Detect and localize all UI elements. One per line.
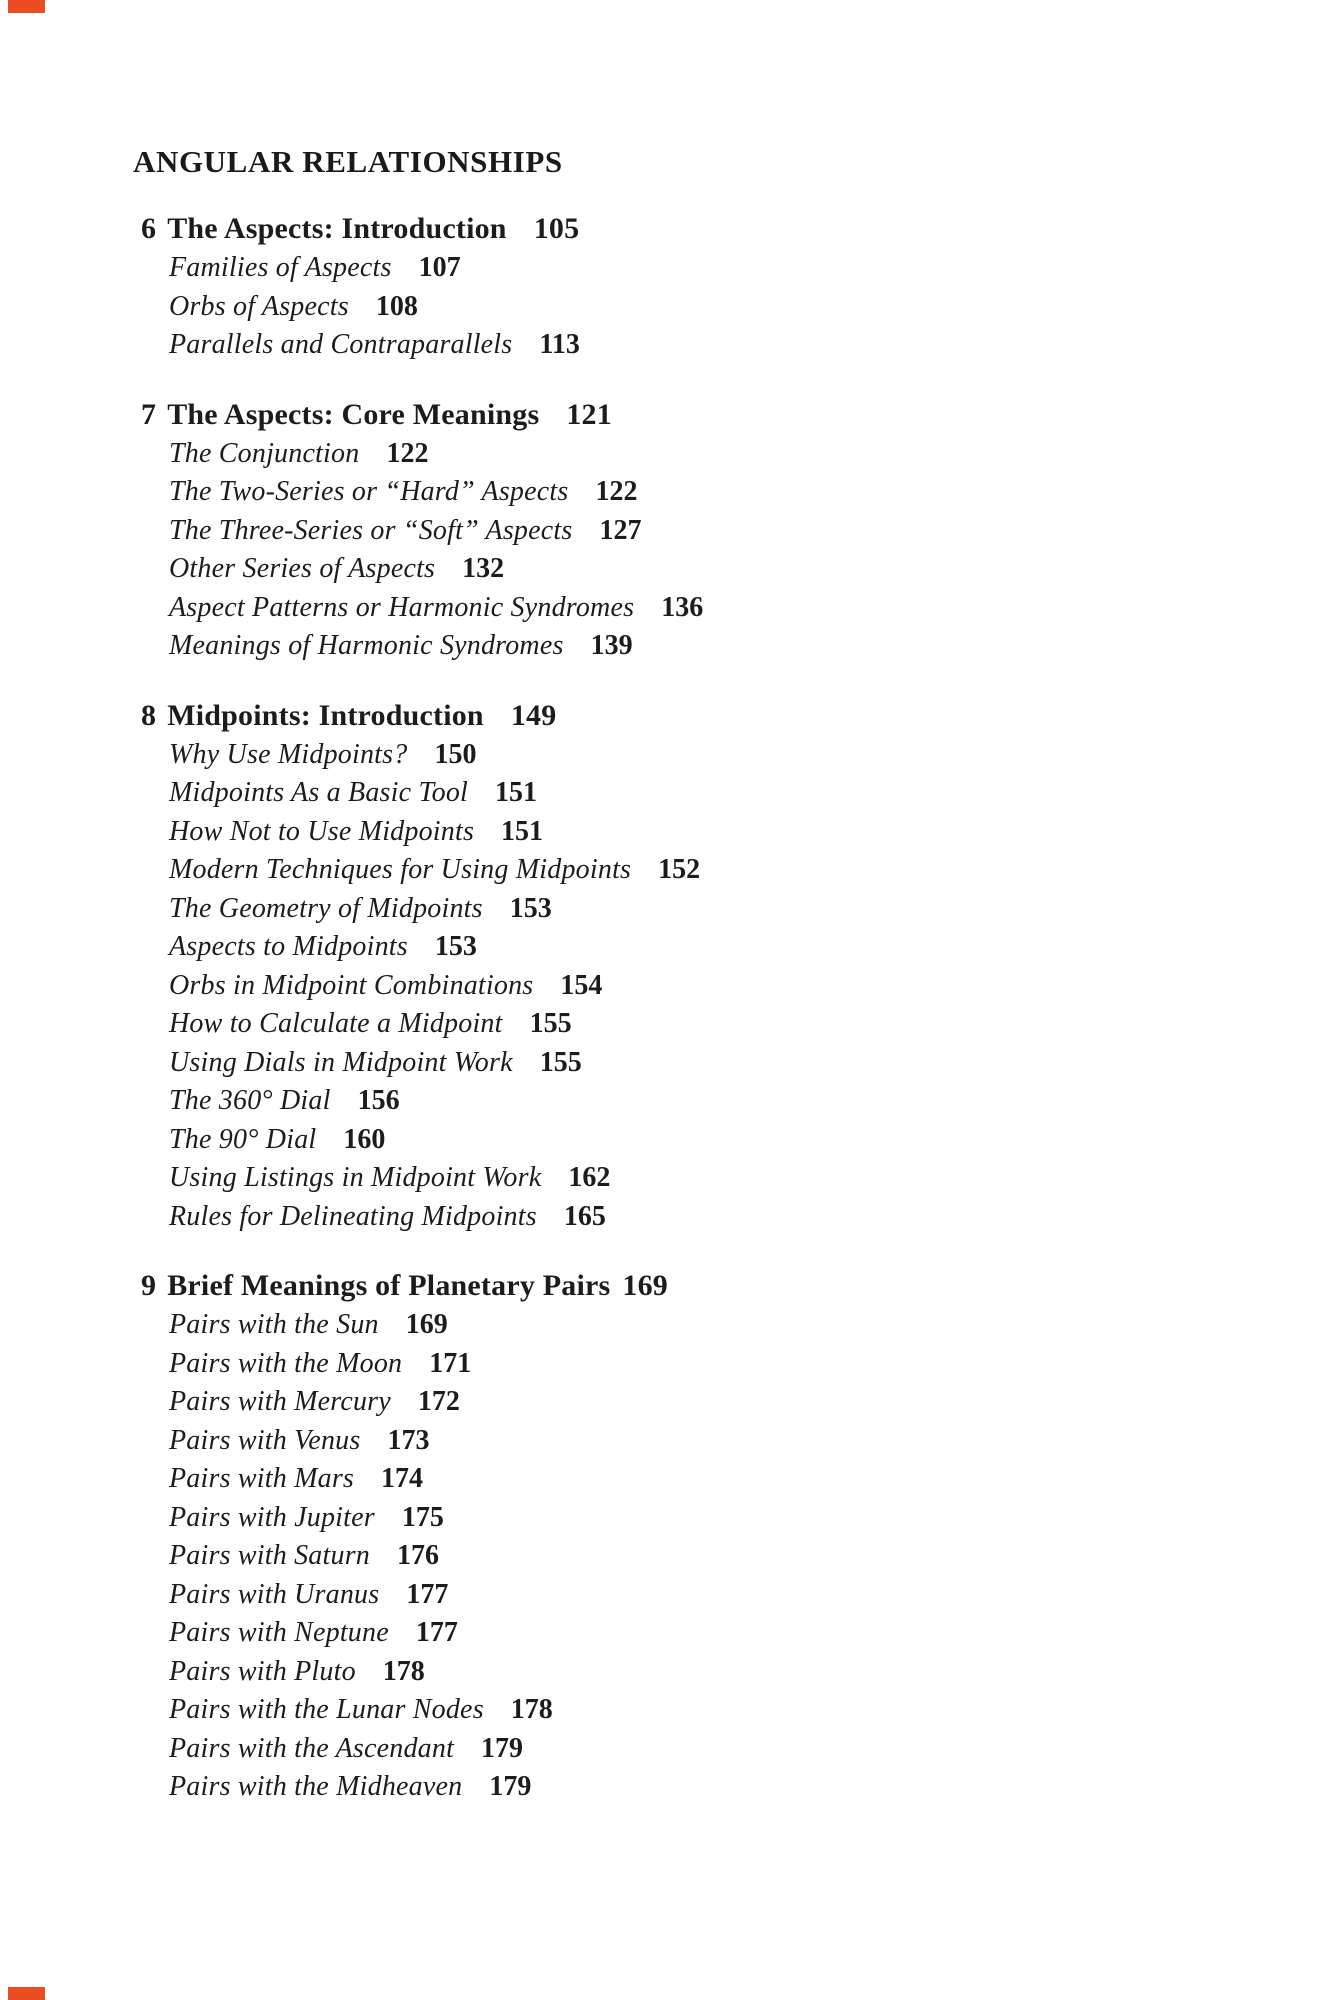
toc-entry	[133, 1537, 1273, 1576]
toc-entry	[133, 1159, 1273, 1198]
entry-title: Pairs with Pluto	[169, 1655, 356, 1687]
toc-entry	[133, 288, 1273, 327]
entry-page-number: 136	[661, 591, 704, 623]
toc-entry	[133, 550, 1273, 589]
chapter-heading	[133, 209, 1273, 249]
entry-title: The Conjunction	[169, 437, 360, 469]
entry-title: Pairs with Saturn	[169, 1540, 370, 1571]
entry-title: Orbs of Aspects	[169, 290, 349, 322]
toc-entry	[133, 326, 1273, 365]
entry-page-number: 162	[568, 1162, 611, 1193]
toc-entry	[133, 249, 1273, 288]
entry-page-number: 154	[560, 969, 603, 1001]
entry-title: Parallels and Contraparallels	[169, 329, 513, 360]
entry-title: Pairs with Venus	[169, 1424, 361, 1456]
toc-entry	[133, 1198, 1273, 1237]
entry-title: Aspects to Midpoints	[169, 931, 408, 962]
entry-title: Aspect Patterns or Harmonic Syndromes	[169, 591, 635, 623]
entry-title: Pairs with the Moon	[169, 1347, 403, 1379]
entry-page-number: 175	[401, 1501, 444, 1533]
entry-title: The Three-Series or “Soft” Aspects	[169, 514, 573, 546]
entry-title: Pairs with Uranus	[169, 1578, 380, 1610]
entry-page-number: 152	[658, 854, 701, 885]
toc-entry	[133, 813, 1273, 852]
entry-page-number: 178	[510, 1694, 553, 1725]
toc-entry	[133, 851, 1273, 890]
entry-page-number: 108	[375, 290, 418, 322]
chapter-title: Brief Meanings of Planetary Pairs	[167, 1269, 611, 1302]
entry-page-number: 155	[529, 1008, 572, 1039]
entry-title: The 360° Dial	[169, 1085, 331, 1116]
chapter-section	[133, 209, 1273, 365]
entry-title: Pairs with the Sun	[169, 1309, 379, 1340]
entry-page-number: 151	[495, 777, 538, 808]
entry-title: Using Listings in Midpoint Work	[169, 1162, 542, 1193]
entry-page-number: 177	[406, 1578, 449, 1610]
chapter-title: Midpoints: Introduction	[167, 698, 484, 732]
entry-title: The Geometry of Midpoints	[169, 892, 483, 924]
entry-title: Pairs with Mars	[169, 1463, 355, 1494]
entry-title: Rules for Delineating Midpoints	[169, 1200, 537, 1232]
entry-page-number: 165	[563, 1200, 606, 1232]
toc-entry	[133, 1005, 1273, 1044]
entry-page-number: 132	[462, 553, 505, 584]
scan-edge-mark-bottom	[8, 1987, 45, 2000]
entry-page-number: 155	[539, 1046, 582, 1078]
entry-page-number: 176	[397, 1540, 439, 1571]
toc-entry	[133, 1691, 1273, 1730]
entry-page-number: 178	[382, 1655, 425, 1687]
toc-entry	[133, 1614, 1273, 1653]
entry-page-number: 139	[590, 630, 633, 661]
toc-entry	[133, 1383, 1273, 1422]
entry-page-number: 113	[539, 329, 580, 360]
entry-title: Midpoints As a Basic Tool	[169, 777, 469, 808]
chapter-page-number: 169	[622, 1269, 668, 1302]
toc-entry	[133, 1121, 1273, 1160]
chapter-number: 7	[141, 397, 157, 431]
entry-title: Using Dials in Midpoint Work	[169, 1046, 513, 1078]
toc-entry	[133, 1768, 1273, 1807]
toc-entry	[133, 1576, 1273, 1615]
toc-entry	[133, 890, 1273, 929]
entry-page-number: 179	[489, 1771, 532, 1802]
toc-entry	[133, 736, 1273, 775]
scan-edge-mark-top	[8, 0, 45, 13]
toc-entry	[133, 1730, 1273, 1769]
chapter-number: 9	[141, 1269, 157, 1302]
entry-title: Other Series of Aspects	[169, 553, 436, 584]
entry-page-number: 151	[501, 815, 544, 847]
entry-title: Meanings of Harmonic Syndromes	[169, 630, 564, 661]
entry-title: Pairs with Mercury	[169, 1386, 391, 1417]
entry-page-number: 150	[434, 738, 477, 770]
entry-page-number: 177	[415, 1617, 458, 1648]
toc-entry	[133, 1653, 1273, 1692]
entry-page-number: 153	[434, 931, 477, 962]
entry-page-number: 172	[417, 1386, 460, 1417]
entry-title: Orbs in Midpoint Combinations	[169, 969, 534, 1001]
chapter-section	[133, 1266, 1273, 1807]
chapter-page-number: 121	[566, 397, 612, 431]
entry-title: How to Calculate a Midpoint	[169, 1008, 503, 1039]
toc-entry	[133, 1499, 1273, 1538]
toc-entry	[133, 1460, 1273, 1499]
toc-entry	[133, 774, 1273, 813]
toc-entry	[133, 1306, 1273, 1345]
toc-entry	[133, 512, 1273, 551]
entry-title: Families of Aspects	[169, 252, 392, 283]
toc-entry	[133, 1422, 1273, 1461]
entry-page-number: 171	[429, 1347, 472, 1379]
chapter-heading	[133, 1266, 1273, 1306]
entry-page-number: 153	[509, 892, 552, 924]
entry-title: The Two-Series or “Hard” Aspects	[169, 476, 569, 507]
entry-title: Pairs with Neptune	[169, 1617, 389, 1648]
toc-entry	[133, 967, 1273, 1006]
entry-page-number: 122	[386, 437, 429, 469]
entry-title: Why Use Midpoints?	[169, 738, 408, 770]
toc-entry	[133, 1044, 1273, 1083]
entry-title: Pairs with the Ascendant	[169, 1732, 455, 1764]
toc-entry	[133, 589, 1273, 628]
entry-page-number: 107	[418, 252, 461, 283]
chapter-number: 6	[141, 212, 157, 245]
entry-page-number: 156	[357, 1085, 400, 1116]
chapter-title: The Aspects: Introduction	[167, 212, 507, 245]
entry-title: How Not to Use Midpoints	[169, 815, 475, 847]
toc-entry	[133, 627, 1273, 666]
entry-page-number: 179	[481, 1732, 524, 1764]
entry-title: Pairs with the Lunar Nodes	[169, 1694, 484, 1725]
chapter-page-number: 105	[533, 212, 580, 245]
chapter-number: 8	[141, 698, 157, 732]
chapter-section	[133, 696, 1273, 1237]
entry-page-number: 173	[387, 1424, 430, 1456]
entry-title: Pairs with Jupiter	[169, 1501, 375, 1533]
entry-page-number: 169	[405, 1309, 448, 1340]
toc-entry	[133, 473, 1273, 512]
toc-entry	[133, 1345, 1273, 1384]
toc-entry	[133, 435, 1273, 474]
toc-entry	[133, 928, 1273, 967]
entry-page-number: 160	[343, 1123, 386, 1155]
toc-entry	[133, 1082, 1273, 1121]
entry-page-number: 174	[381, 1463, 424, 1494]
chapter-heading	[133, 696, 1273, 736]
entry-title: Modern Techniques for Using Midpoints	[169, 854, 632, 885]
chapter-list	[133, 209, 1273, 1807]
entry-title: The 90° Dial	[169, 1123, 317, 1155]
page-title: ANGULAR RELATIONSHIPS	[133, 144, 563, 179]
entry-title: Pairs with the Midheaven	[169, 1771, 463, 1802]
chapter-title: The Aspects: Core Meanings	[167, 397, 540, 431]
chapter-section	[133, 395, 1273, 666]
entry-page-number: 122	[595, 476, 638, 507]
entry-page-number: 127	[599, 514, 642, 546]
chapter-heading	[133, 395, 1273, 435]
chapter-page-number: 149	[510, 698, 557, 732]
